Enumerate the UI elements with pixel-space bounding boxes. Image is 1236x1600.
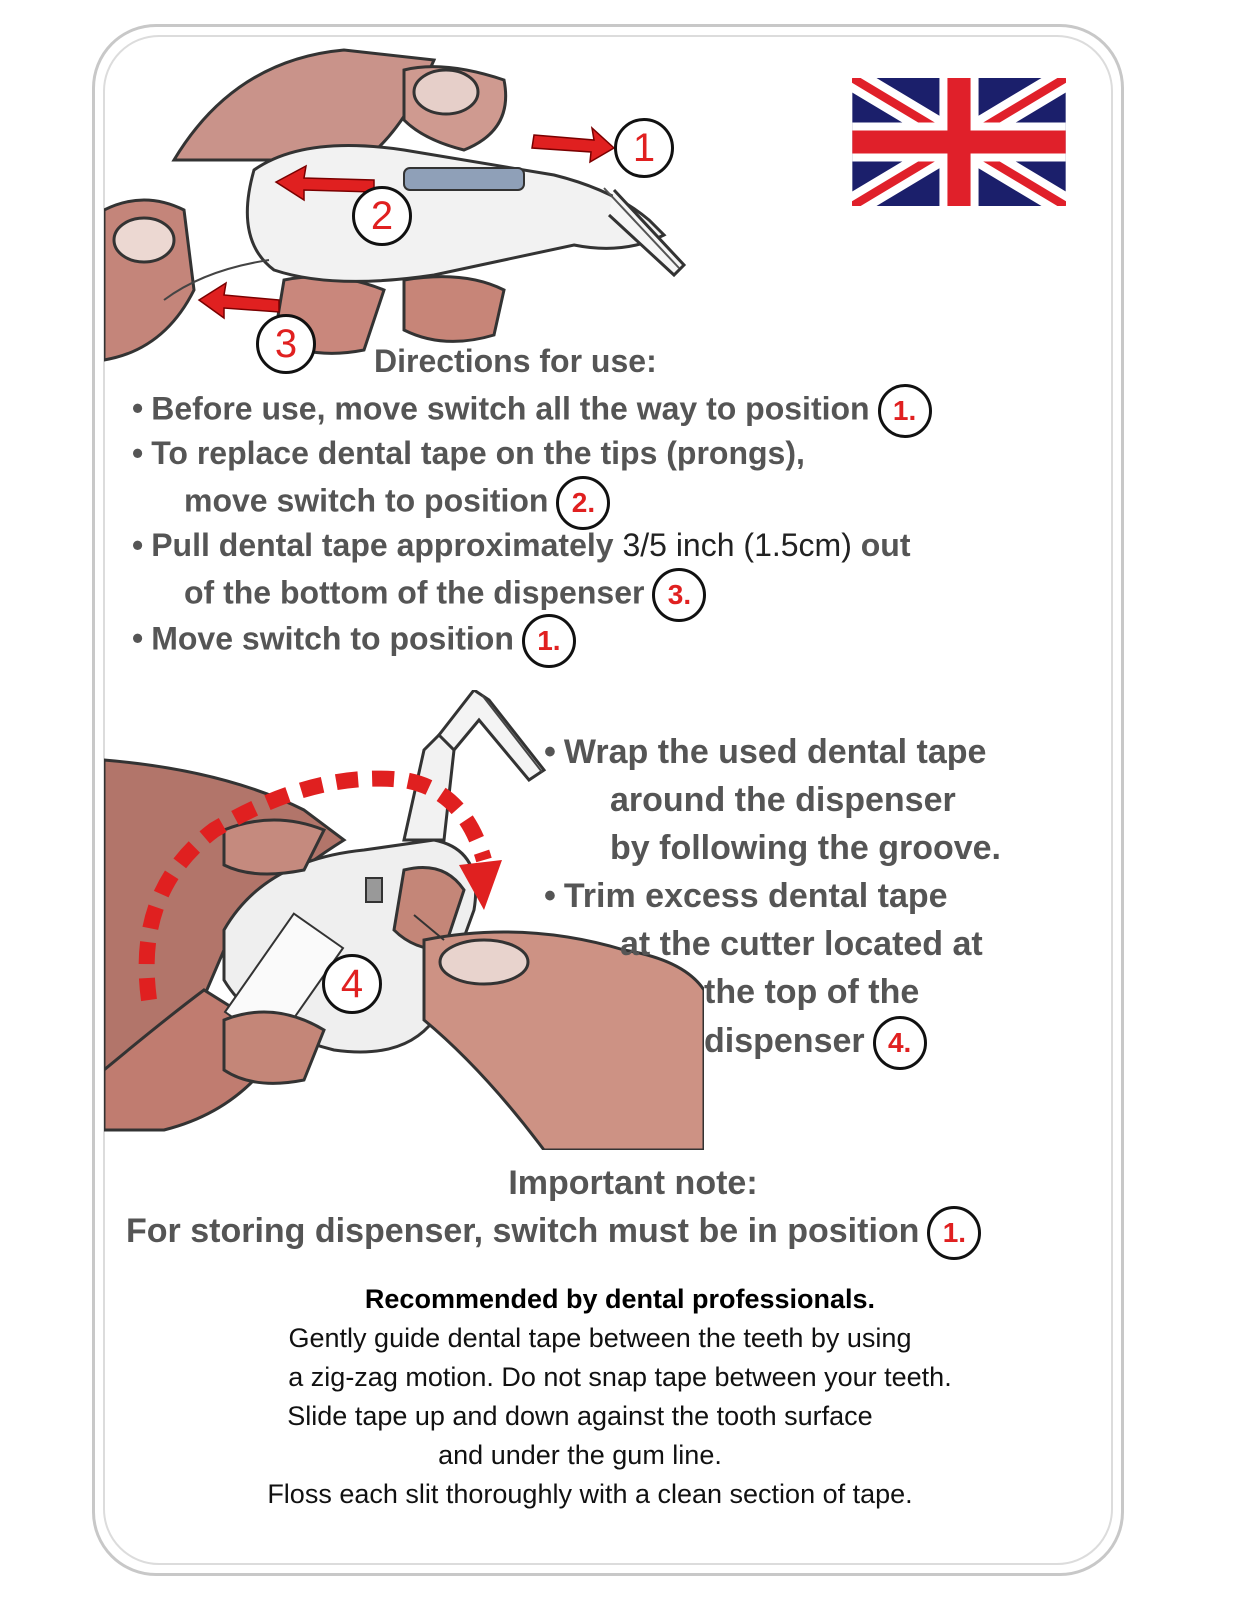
- position-marker-3: 3.: [652, 568, 706, 622]
- uk-flag-icon: [852, 78, 1066, 206]
- bullet: •: [132, 390, 144, 427]
- wrap-line-1: [544, 728, 986, 776]
- position-marker-4: 4.: [873, 1016, 927, 1070]
- illustration-number-4: 4: [322, 954, 382, 1014]
- trim-line-4: [704, 1016, 927, 1070]
- bullet: •: [132, 527, 144, 563]
- step-1-text: Before use, move switch all the way to position: [151, 390, 870, 427]
- step-2-text-b: move switch to position: [184, 482, 549, 519]
- wrap-line-3: by following the groove.: [610, 829, 1001, 867]
- illustration-number-2: 2: [352, 186, 412, 246]
- bullet: •: [132, 435, 144, 471]
- trim-line-3: the top of the: [704, 973, 920, 1011]
- illustration-number-1: 1: [614, 118, 674, 178]
- important-note-title: Important note:: [508, 1164, 758, 1202]
- bullet: •: [132, 620, 144, 657]
- step-3-text-a: Pull dental tape approximately: [151, 527, 614, 563]
- trim-line-2: at the cutter located at: [620, 925, 983, 963]
- recommendation-line-3: Slide tape up and down against the tooth surface: [287, 1401, 873, 1431]
- wrap-text-1: Wrap the used dental tape: [563, 733, 987, 771]
- wrap-line-2: around the dispenser: [610, 781, 956, 819]
- position-marker-2: 2.: [556, 476, 610, 530]
- direction-step-3: [132, 522, 911, 568]
- step-3-text-b: out: [860, 527, 911, 563]
- bullet: •: [544, 877, 556, 915]
- illustration-number-3: 3: [256, 314, 316, 374]
- recommendation-line-2: a zig-zag motion. Do not snap tape between your teeth.: [288, 1362, 952, 1392]
- position-marker-1c: 1.: [927, 1206, 981, 1260]
- recommendation-line-4: and under the gum line.: [438, 1440, 722, 1470]
- step-3-text-c: of the bottom of the dispenser: [184, 574, 645, 611]
- recommendation-heading: Recommended by dental professionals.: [364, 1284, 876, 1314]
- bullet: •: [544, 733, 556, 771]
- step-3-measure: 3/5 inch (1.5cm): [622, 527, 852, 563]
- note-text: For storing dispenser, switch must be in position: [126, 1211, 920, 1250]
- position-marker-1b: 1.: [522, 614, 576, 668]
- trim-text-1: Trim excess dental tape: [563, 877, 948, 915]
- trim-text-4: dispenser: [704, 1021, 865, 1060]
- directions-title: Directions for use:: [374, 343, 657, 379]
- direction-step-4: [132, 614, 576, 668]
- step-2-text-a: To replace dental tape on the tips (prongs),: [151, 435, 805, 471]
- step-4-text: Move switch to position: [151, 620, 514, 657]
- direction-step-2: [132, 430, 805, 476]
- recommendation-line-1: Gently guide dental tape between the teeth by using: [288, 1323, 912, 1353]
- recommendation-line-5: Floss each slit thoroughly with a clean section of tape.: [267, 1479, 913, 1509]
- trim-line-1: [544, 872, 948, 920]
- important-note-text: [126, 1206, 981, 1260]
- position-marker-1: 1.: [878, 384, 932, 438]
